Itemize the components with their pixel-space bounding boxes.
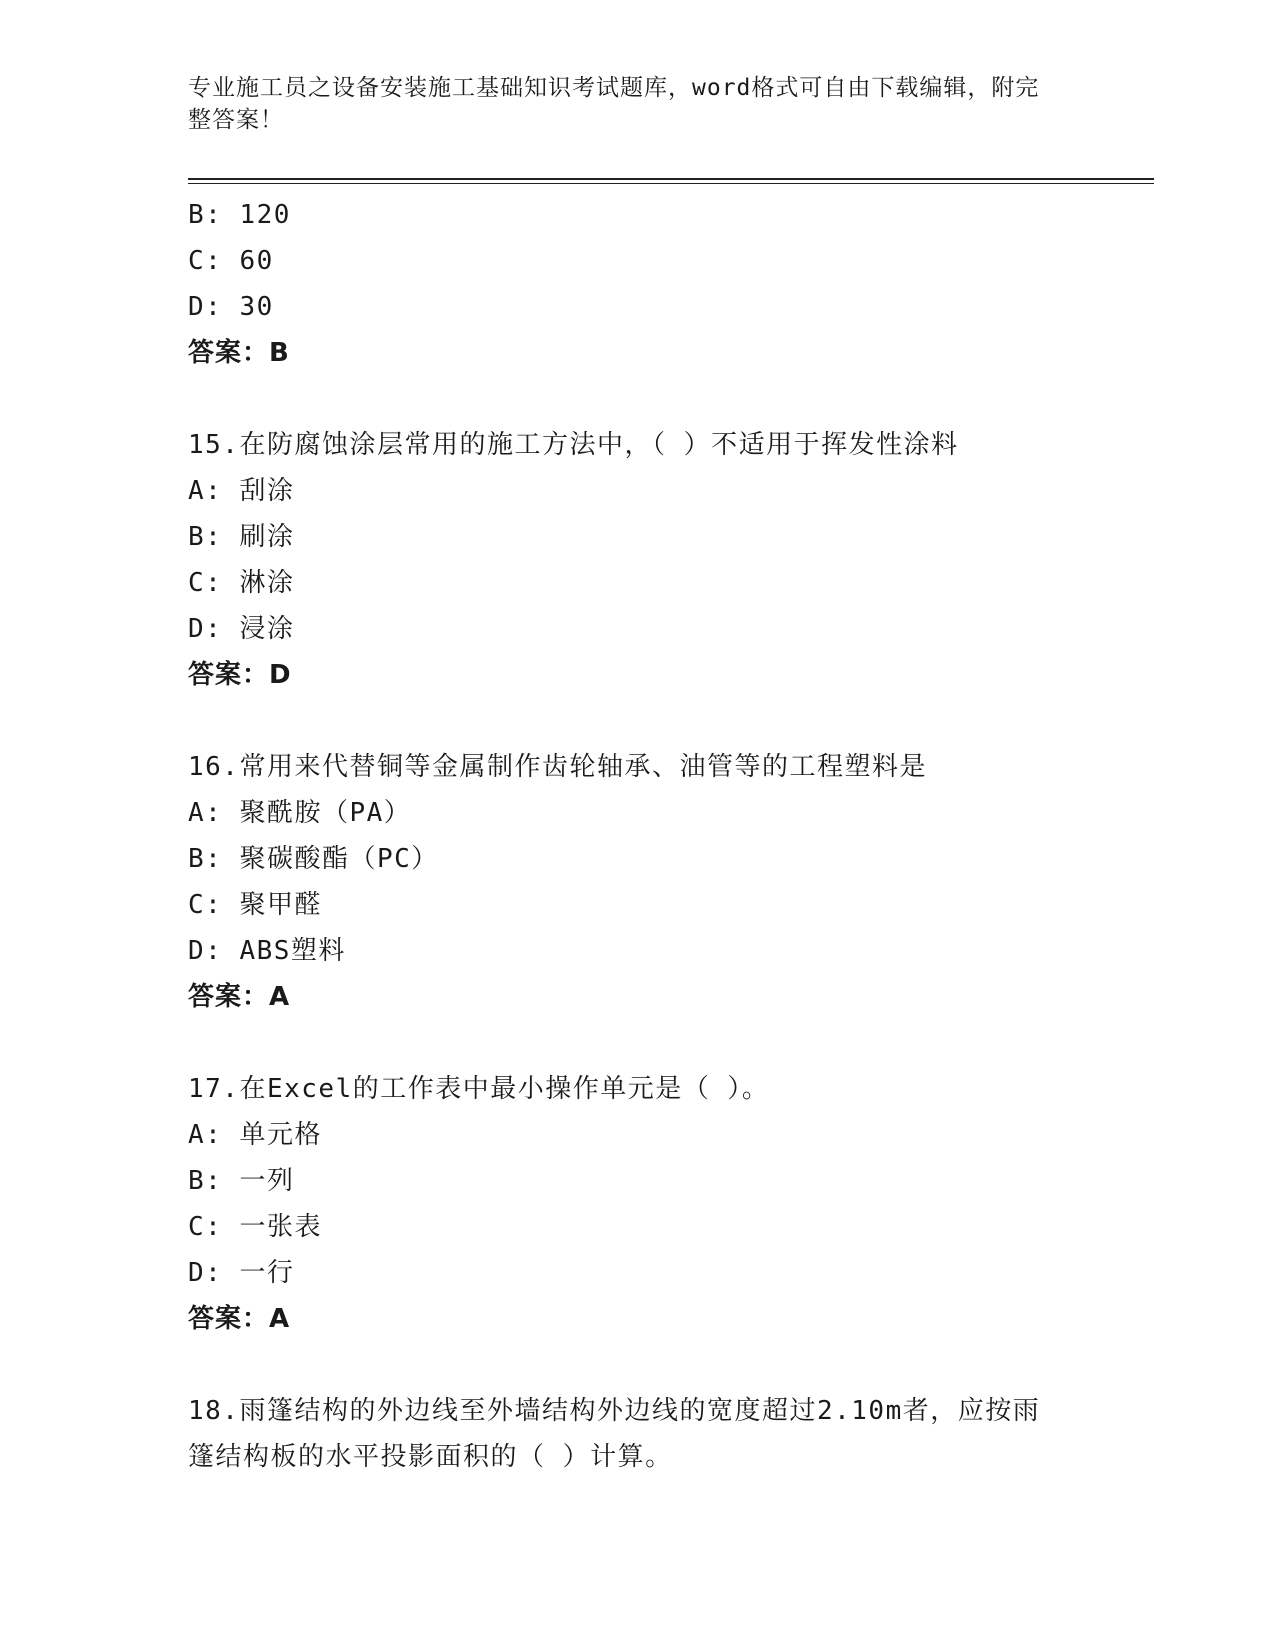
question-text: 17.在Excel的工作表中最小操作单元是（ ）。: [188, 1074, 770, 1104]
question-text-line-1: 18.雨篷结构的外边线至外墙结构外边线的宽度超过2.10m者，应按雨: [188, 1396, 1041, 1426]
option-c: C: 淋涂: [188, 568, 295, 598]
question-15-block: [188, 422, 1154, 698]
option-d: D: 一行: [188, 1258, 295, 1288]
answer-line: 答案：D: [188, 660, 292, 690]
header-line-2: 整答案！: [188, 107, 284, 133]
option-b: B: 一列: [188, 1166, 295, 1196]
header-line-1: 专业施工员之设备安装施工基础知识考试题库，word格式可自由下载编辑，附完: [188, 75, 1040, 101]
header-rule-thick: [188, 178, 1154, 180]
answer-line: 答案：B: [188, 338, 290, 368]
question-content: [188, 192, 1154, 1480]
option-b: B: 聚碳酸酯（PC）: [188, 844, 439, 874]
question-text: 15.在防腐蚀涂层常用的施工方法中，（ ）不适用于挥发性涂料: [188, 430, 959, 460]
spacer: [188, 698, 1154, 744]
answer-line: 答案：A: [188, 1304, 291, 1334]
option-d: D: 浸涂: [188, 614, 295, 644]
option-a: A: 聚酰胺（PA）: [188, 798, 412, 828]
option-c: C: 聚甲醛: [188, 890, 322, 920]
question-18-block: [188, 1388, 1154, 1480]
spacer: [188, 1020, 1154, 1066]
question-17-block: [188, 1066, 1154, 1342]
answer-line: 答案：A: [188, 982, 291, 1012]
option-d: D: ABS塑料: [188, 936, 346, 966]
question-text: 16.常用来代替铜等金属制作齿轮轴承、油管等的工程塑料是: [188, 752, 927, 782]
header-rule-thin: [188, 183, 1154, 184]
option-c: C: 60: [188, 246, 274, 276]
question-16-block: [188, 744, 1154, 1020]
page-header: [188, 72, 1068, 136]
option-c: C: 一张表: [188, 1212, 322, 1242]
option-a: A: 单元格: [188, 1120, 322, 1150]
option-d: D: 30: [188, 292, 274, 322]
spacer: [188, 1342, 1154, 1388]
prev-question-block: [188, 192, 1154, 376]
option-b: B: 刷涂: [188, 522, 295, 552]
question-text-line-2: 篷结构板的水平投影面积的（ ）计算。: [188, 1442, 673, 1472]
option-b: B: 120: [188, 200, 291, 230]
option-a: A: 刮涂: [188, 476, 295, 506]
spacer: [188, 376, 1154, 422]
